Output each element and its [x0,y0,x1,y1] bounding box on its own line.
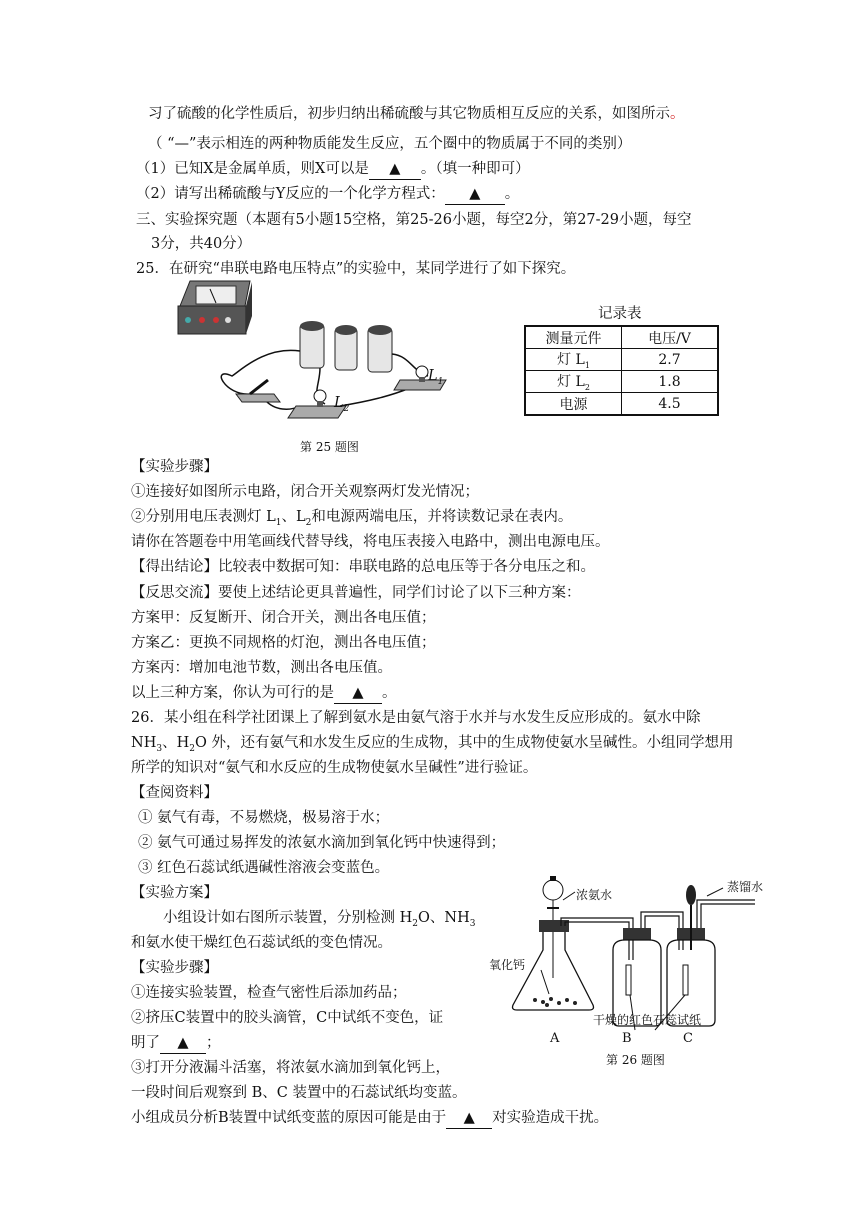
q1-blank: ▲ [369,159,421,180]
lamp2-label: $L_2$ [334,395,350,414]
label-paper: 干燥的红色石蕊试纸 [593,1013,702,1027]
table-cell: 2.7 [622,349,719,371]
intro-line-1 [148,104,685,124]
q26-plan-head: 【实验方案】 [131,885,218,901]
section3-line-1: 三、实验探究题（本题有5小题15空格，第25-26小题，每空2分，第27-29小题，每空 [136,212,692,228]
table-header: 测量元件 [525,326,622,349]
q25-ask: 以上三种方案，你认为可行的是 ▲ 。 [131,683,397,704]
q25-conclusion: 【得出结论】比较表中数据可知：串联电路的总电压等于各分电压之和。 [131,559,595,575]
q2-text: （2）请写出稀硫酸与Y反应的一个化学方程式： [136,186,445,202]
q26-plan2: 和氨水使干燥红色石蕊试纸的变色情况。 [131,935,392,951]
q26-ref3: ③ 红色石蕊试纸遇碱性溶液会变蓝色。 [138,860,390,876]
q26-ref1: ① 氨气有毒，不易燃烧，极易溶于水； [138,810,390,826]
voltmeter-icon [178,281,252,334]
q26-plan1: 小组设计如右图所示装置，分别检测 $H_2O$、$NH_3$ [163,910,476,929]
q1 [136,159,530,180]
table-header: 电压/V [622,326,719,349]
q1-text: （1）已知X是金属单质，则X可以是 [136,161,369,177]
record-table [524,325,719,416]
q25-step2: ②分别用电压表测灯 $L_1$、$L_2$和电源两端电压，并将读数记录在表内。 [131,509,573,528]
fig25-caption: 第 25 题图 [300,440,359,454]
q26-s2b: 明了 ▲ ； [131,1033,221,1054]
q26-s1: ①连接实验装置，检查气密性后添加药品； [131,985,407,1001]
q26-line2: $NH_3$、$H_2O$ 外，还有氨气和水发生反应的生成物，其中的生成物使氨水呈碱性。小组同学想用 [131,735,734,754]
label-cao: 氧化钙 [489,958,526,972]
q26-ref-head: 【查阅资料】 [131,785,218,801]
q26-line3: 所学的知识对“氨气和水反应的生成物使氨水呈碱性”进行验证。 [131,760,538,776]
q26-blank-2: ▲ [446,1108,492,1129]
fig26-caption: 第 26 题图 [606,1053,665,1067]
label-ammonia: 浓氨水 [576,888,613,902]
table-cell: 灯 $L_2$ [525,371,622,393]
table-cell: 灯 $L_1$ [525,349,622,371]
q25-plan-a: 方案甲：反复断开、闭合开关，测出各电压值； [131,610,436,626]
label-c: C [683,1031,693,1046]
q2-post: 。 [504,186,520,202]
label-a: A [550,1031,560,1046]
battery-icon [300,321,392,372]
table-row [525,393,718,416]
q26-steps-head: 【实验步骤】 [131,960,218,976]
q26-ref2: ② 氨气可通过易挥发的浓氨水滴加到氧化钙中快速得到； [138,835,506,851]
q2 [136,184,519,205]
q25-blank: ▲ [334,683,382,704]
q26-blank-1: ▲ [160,1033,206,1054]
circuit-figure [170,276,470,426]
bottle-c-icon [667,885,715,1026]
intro-line-1-end: 。 [670,106,685,122]
switch-icon [236,380,280,402]
lamp1-label: $L_1$ [428,368,444,387]
table-cell: 1.8 [622,371,719,393]
q26-final: 小组成员分析B装置中试纸变蓝的原因可能是由于 ▲ 对实验造成干扰。 [131,1108,608,1129]
separatory-funnel-icon [543,876,563,920]
table-cell: 电源 [525,393,622,416]
q25-step1: ①连接好如图所示电路，闭合开关观察两灯发光情况； [131,484,479,500]
q25-reflect: 【反思交流】要使上述结论更具普遍性，同学们讨论了以下三种方案： [131,585,581,601]
q1-post: 。（填一种即可） [420,161,530,177]
q26-s2: ②挤压C装置中的胶头滴管，C中试纸不变色，证 [131,1010,444,1026]
label-water: 蒸馏水 [727,880,764,894]
q25-plan-b: 方案乙：更换不同规格的灯泡，测出各电压值； [131,635,436,651]
table-row [525,349,718,371]
q25-title: 25．在研究“串联电路电压特点”的实验中，某同学进行了如下探究。 [136,261,576,277]
q26-s3b: 一段时间后观察到 B、C 装置中的石蕊试纸均变蓝。 [131,1085,467,1101]
section3-line-2: 3分，共40分） [151,236,252,252]
q25-steps-head: 【实验步骤】 [131,459,218,475]
intro-line-2: （ “—”表示相连的两种物质能发生反应，五个圈中的物质属于不同的类别） [148,136,632,152]
q25-plan-c: 方案丙：增加电池节数，测出各电压值。 [131,660,392,676]
label-b: B [622,1031,632,1046]
intro-line-1-text: 习了硫酸的化学性质后，初步归纳出稀硫酸与其它物质相互反应的关系，如图所示 [148,106,670,122]
q26-line1: 26．某小组在科学社团课上了解到氨水是由氨气溶于水并与水发生反应形成的。氨水中除 [131,710,701,726]
table-header-row [525,326,718,349]
q25-step3: 请你在答题卷中用笔画线代替导线，将电压表接入电路中，测出电源电压。 [131,534,610,550]
q26-s3: ③打开分液漏斗活塞，将浓氨水滴加到氧化钙上， [131,1060,450,1076]
table-title: 记录表 [598,306,642,322]
table-cell: 4.5 [622,393,719,416]
table-row [525,371,718,393]
q2-blank: ▲ [445,184,505,205]
